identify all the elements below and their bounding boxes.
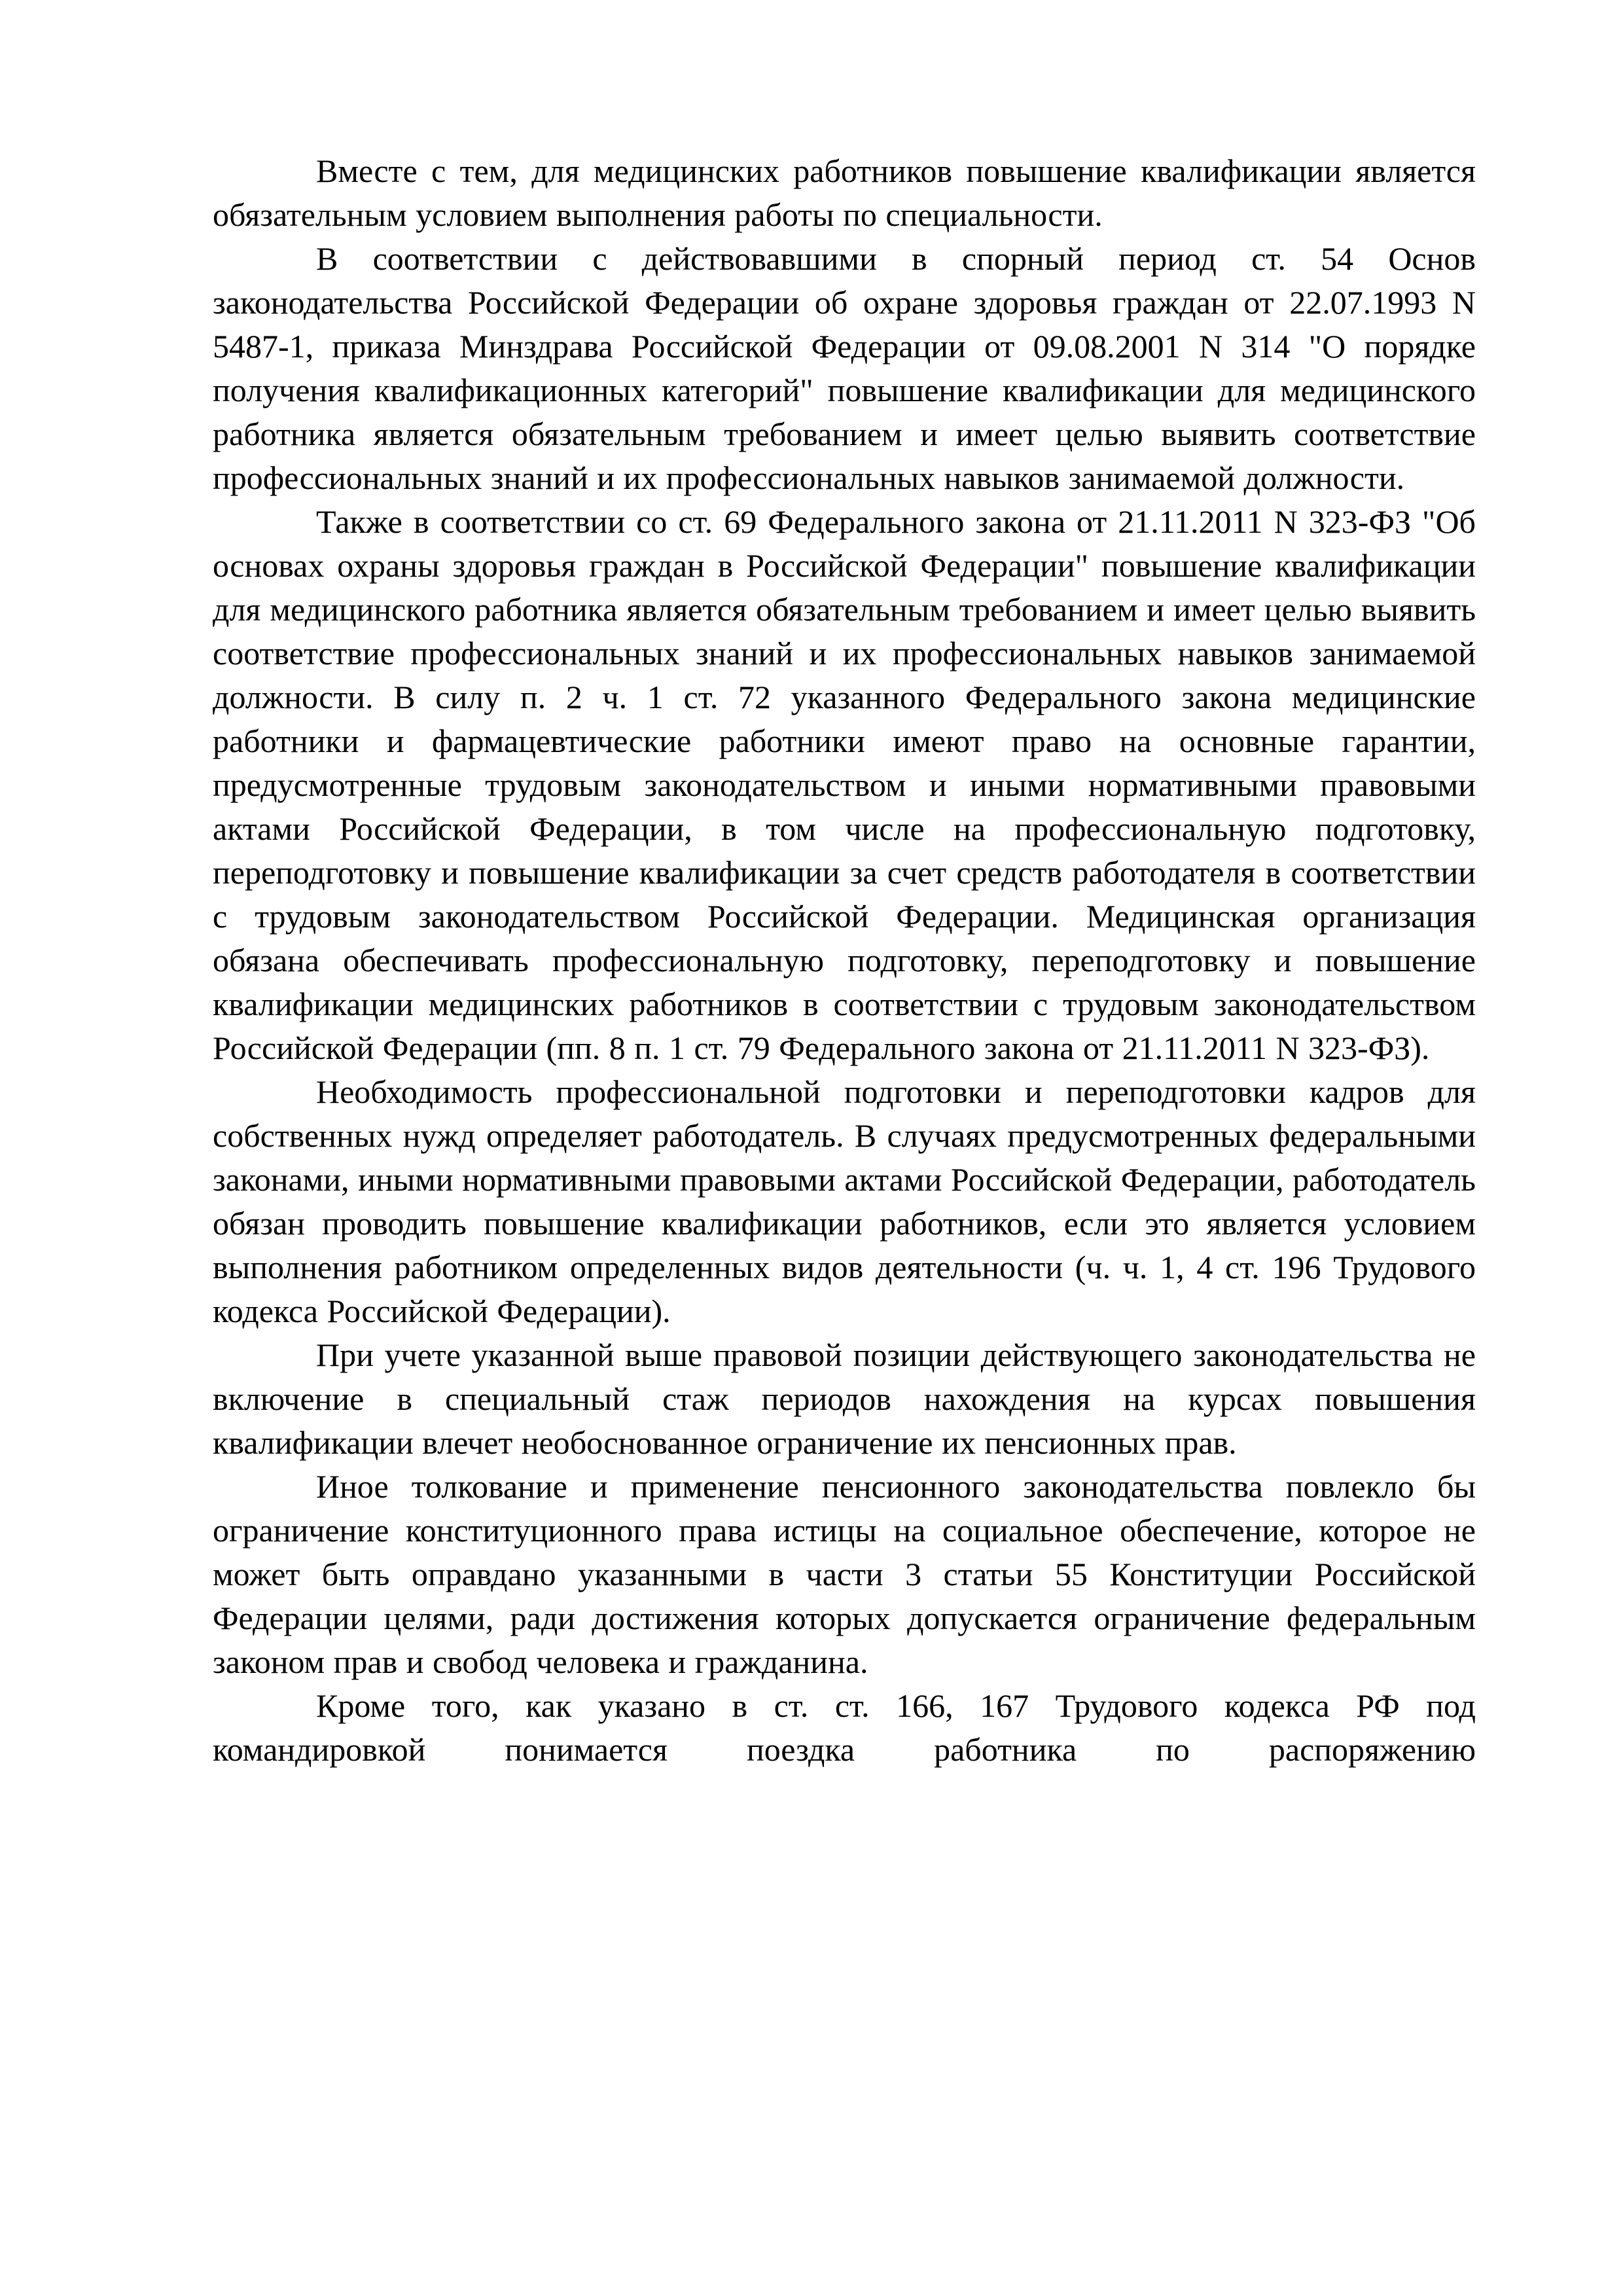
paragraph-4: Необходимость профессиональной подготовки и переподготовки кадров для собственных нужд определяет работодатель. В случаях предусмотренных федеральными законами, иными нормативными правовыми актами Российской Федерации, работодатель обязан проводить повышение квалификации работников, если это является условием выполнения работником определенных видов деятельности (ч. ч. 1, 4 ст. 196 Трудового кодекса Российской Федерации). bbox=[213, 1073, 1476, 1329]
paragraph-2: В соответствии с действовавшими в спорный период ст. 54 Основ законодательства Российской Федерации об охране здоровья граждан от 22.07.1993 N 5487-1, приказа Минздрава Российской Федерации от 09.08.2001 N 314 "О порядке получения квалификационных категорий" повышение квалификации для медицинского работника является обязательным требованием и имеет целью выявить соответствие профессиональных знаний и их профессиональных навыков занимаемой должности. bbox=[213, 240, 1476, 496]
paragraph-5: При учете указанной выше правовой позиции действующего законодательства не включение в специальный стаж периодов нахождения на курсах повышения квалификации влечет необоснованное ограничение их пенсионных прав. bbox=[213, 1336, 1476, 1461]
paragraph-7: Кроме того, как указано в ст. ст. 166, 167 Трудового кодекса РФ под командировкой понимается поездка работника по распоряжению bbox=[213, 1687, 1476, 1768]
text-block bbox=[213, 149, 1476, 1772]
paragraph-3: Также в соответствии со ст. 69 Федерального закона от 21.11.2011 N 323-ФЗ "Об основах охраны здоровья граждан в Российской Федерации" повышение квалификации для медицинского работника является обязательным требованием и имеет целью выявить соответствие профессиональных знаний и их профессиональных навыков занимаемой должности. В силу п. 2 ч. 1 ст. 72 указанного Федерального закона медицинские работники и фармацевтические работники имеют право на основные гарантии, предусмотренные трудовым законодательством и иными нормативными правовыми актами Российской Федерации, в том числе на профессиональную подготовку, переподготовку и повышение квалификации за счет средств работодателя в соответствии с трудовым законодательством Российской Федерации. Медицинская организация обязана обеспечивать профессиональную подготовку, переподготовку и повышение квалификации медицинских работников в соответствии с трудовым законодательством Российской Федерации (пп. 8 п. 1 ст. 79 Федерального закона от 21.11.2011 N 323-ФЗ). bbox=[213, 503, 1476, 1066]
paragraph-6: Иное толкование и применение пенсионного законодательства повлекло бы ограничение конституционного права истицы на социальное обеспечение, которое не может быть оправдано указанными в части 3 статьи 55 Конституции Российской Федерации целями, ради достижения которых допускается ограничение федеральным законом прав и свобод человека и гражданина. bbox=[213, 1468, 1476, 1680]
paragraph-1: Вместе с тем, для медицинских работников повышение квалификации является обязательным условием выполнения работы по специальности. bbox=[213, 152, 1476, 233]
